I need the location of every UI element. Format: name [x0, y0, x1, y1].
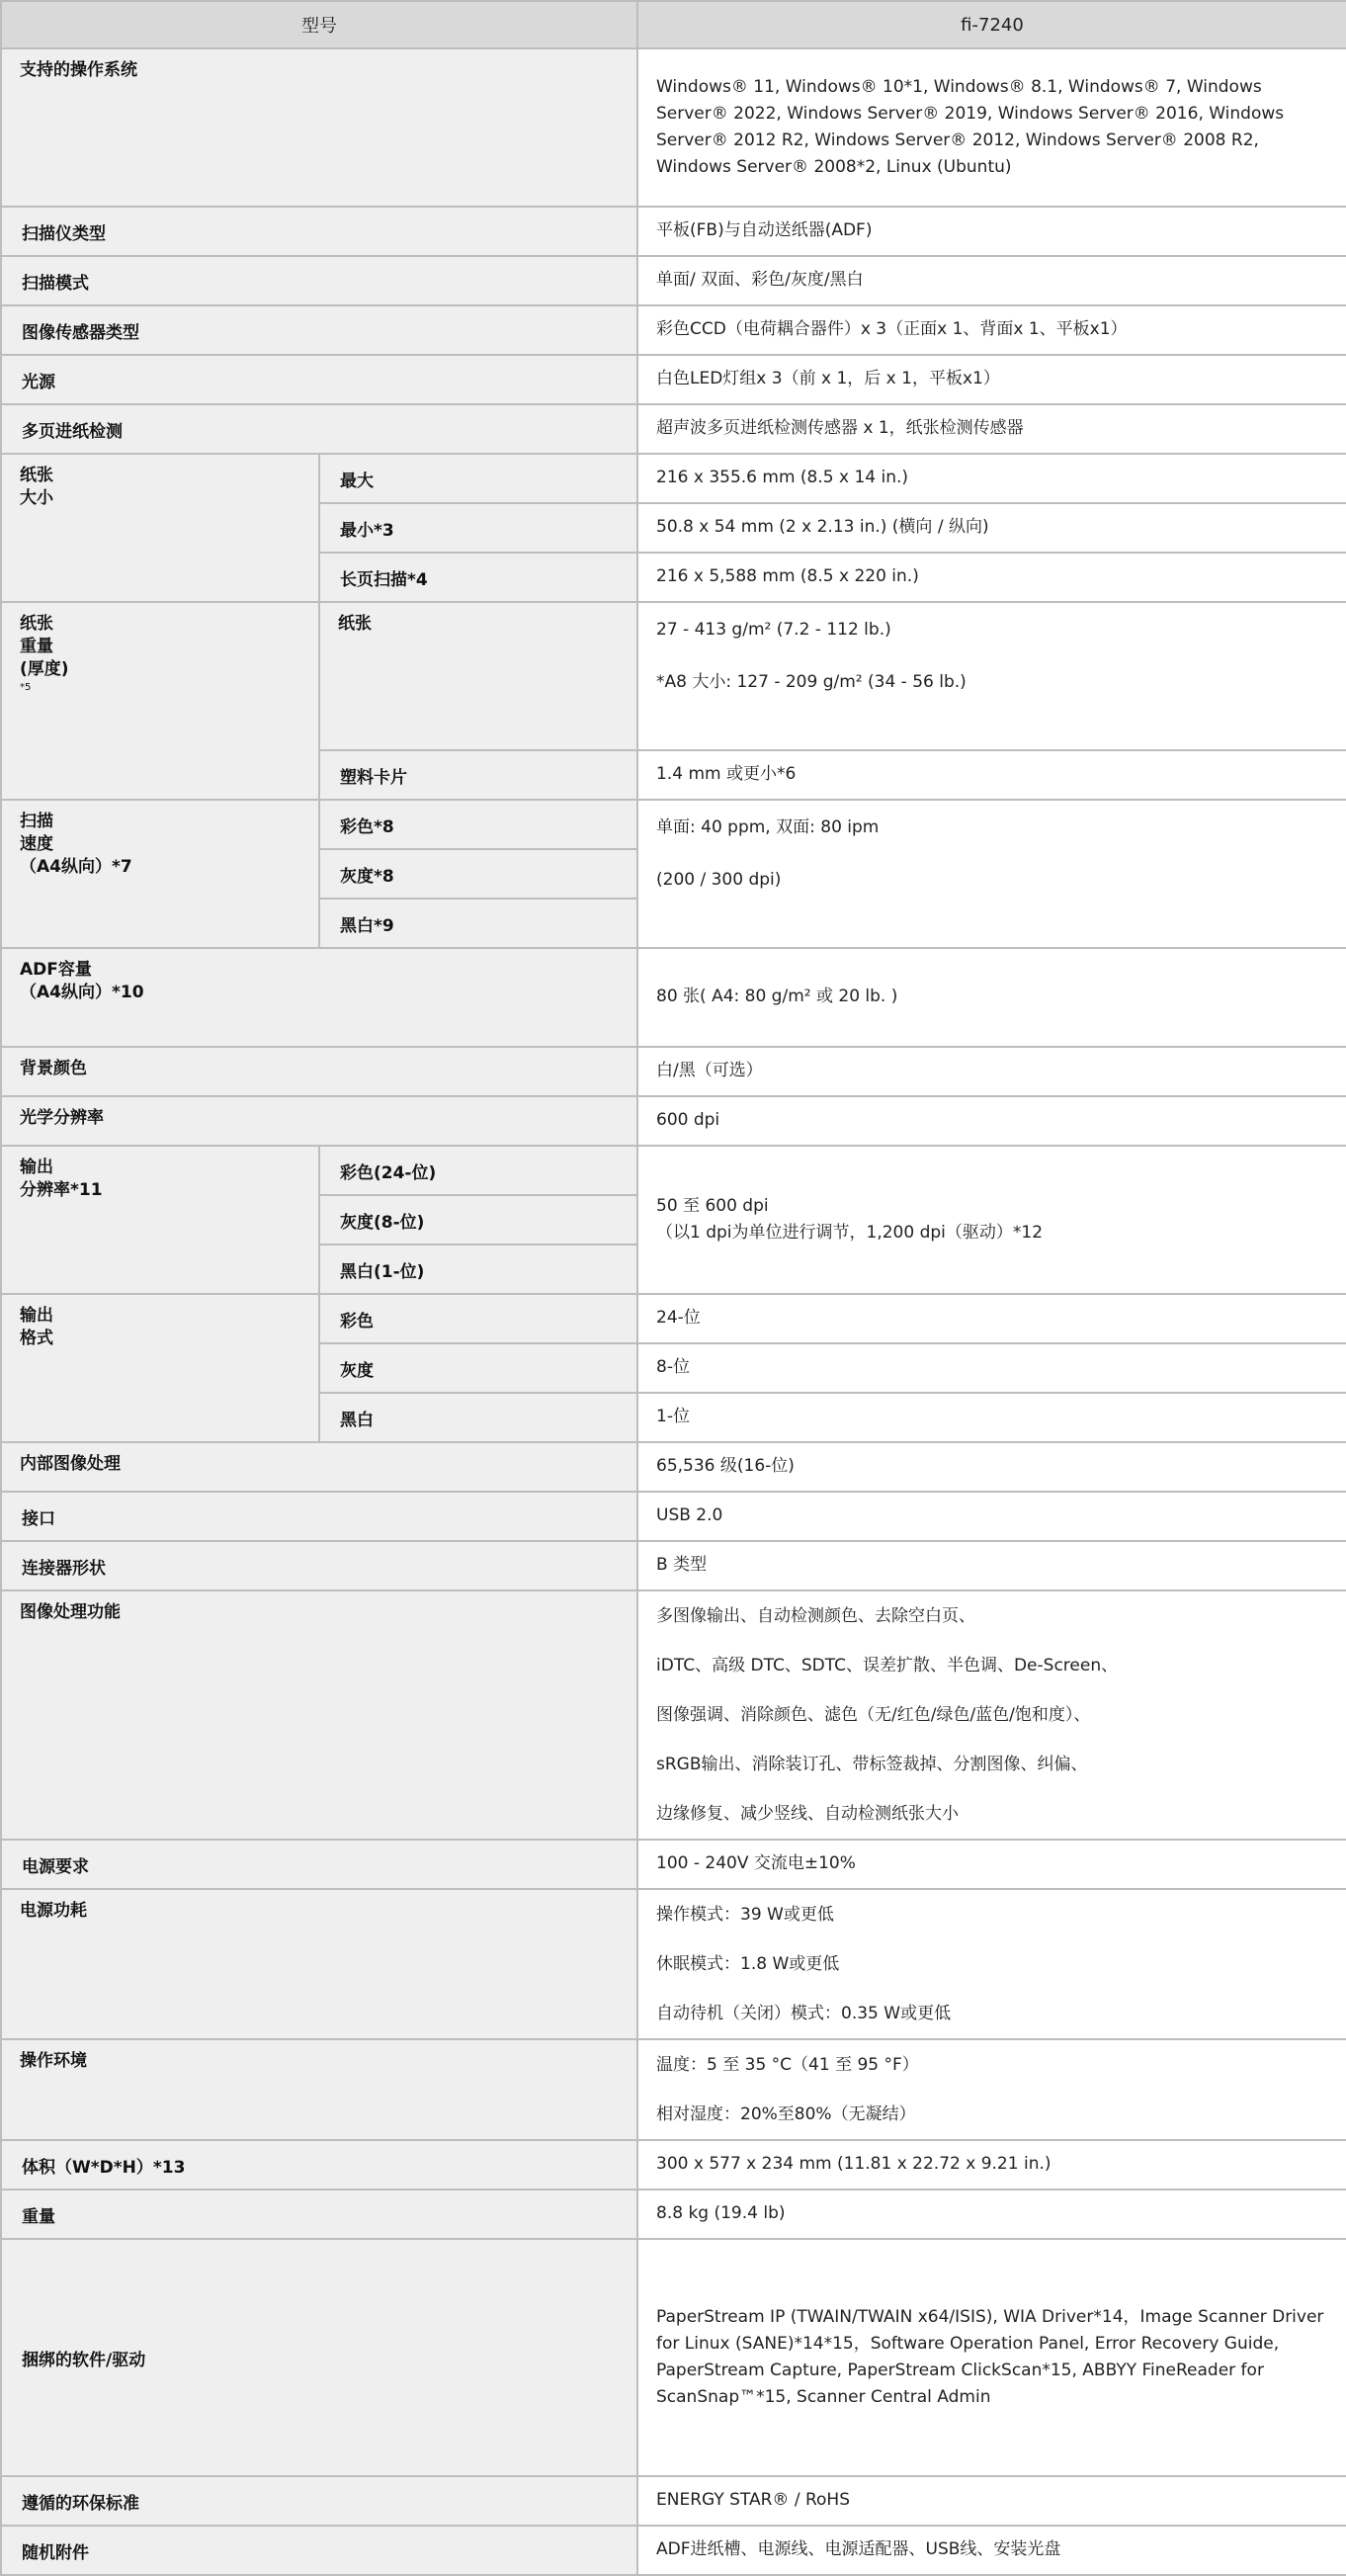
output-res-color-label: 彩色(24-位) — [319, 1146, 637, 1195]
multifeed-value: 超声波多页进纸检测传感器 x 1，纸张检测传感器 — [637, 404, 1346, 454]
os-value: Windows® 11, Windows® 10*1, Windows® 8.1, Windows® 7, Windows Server® 2022, Windows Server® 2019, Windows Server® 2016, Windows Server® 2012 R2, Windows Server® 2012, Windows Server® 2008 R2, Windows Server® 2008*2, Linux (Ubuntu) — [637, 48, 1346, 207]
output-res-label — [1, 1146, 319, 1294]
scan-speed-value-line: (200 / 300 dpi) — [656, 870, 782, 891]
weight-value: 8.8 kg (19.4 lb) — [637, 2190, 1346, 2239]
row-paper-size-max — [1, 454, 1346, 503]
scanner-type-value: 平板(FB)与自动送纸器(ADF) — [637, 207, 1346, 256]
row-adf-capacity — [1, 948, 1346, 1047]
image-funcs-label: 图像处理功能 — [1, 1590, 637, 1840]
scan-speed-color-label: 彩色*8 — [319, 800, 637, 849]
paper-size-long-label: 长页扫描*4 — [319, 553, 637, 602]
row-image-funcs — [1, 1590, 1346, 1840]
row-power-cons — [1, 1889, 1346, 2039]
internal-proc-value: 65,536 级(16-位) — [637, 1442, 1346, 1492]
image-funcs-value — [637, 1590, 1346, 1840]
internal-proc-label: 内部图像处理 — [1, 1442, 637, 1492]
power-cons-line: 休眠模式：1.8 W或更低 — [656, 1954, 840, 1974]
optical-res-label: 光学分辨率 — [1, 1096, 637, 1146]
output-format-color-label: 彩色 — [319, 1294, 637, 1343]
eco-value: ENERGY STAR® / RoHS — [637, 2476, 1346, 2526]
output-format-label-line: 格式 — [20, 1328, 53, 1348]
os-label: 支持的操作系统 — [1, 48, 637, 207]
row-light — [1, 355, 1346, 404]
eco-label: 遵循的环保标准 — [1, 2476, 637, 2526]
row-scan-mode — [1, 256, 1346, 305]
scan-speed-bw-label: 黑白*9 — [319, 899, 637, 948]
interface-label: 接口 — [1, 1492, 637, 1541]
output-format-label-line: 输出 — [20, 1306, 53, 1326]
accessories-label: 随机附件 — [1, 2526, 637, 2575]
scan-mode-label: 扫描模式 — [1, 256, 637, 305]
background-label: 背景颜色 — [1, 1047, 637, 1096]
paper-size-max-value: 216 x 355.6 mm (8.5 x 14 in.) — [637, 454, 1346, 503]
interface-value: USB 2.0 — [637, 1492, 1346, 1541]
sensor-label: 图像传感器类型 — [1, 305, 637, 355]
output-res-label-line: 输出 — [20, 1158, 53, 1177]
row-multifeed — [1, 404, 1346, 454]
light-label: 光源 — [1, 355, 637, 404]
output-format-color-value: 24-位 — [637, 1294, 1346, 1343]
output-res-value-line: （以1 dpi为单位进行调节，1,200 dpi（驱动）*12 — [656, 1223, 1044, 1243]
optical-res-value: 600 dpi — [637, 1096, 1346, 1146]
model-label: 型号 — [1, 1, 637, 48]
row-scan-speed-color — [1, 800, 1346, 849]
image-funcs-line: 多图像输出、自动检测颜色、去除空白页、 — [656, 1606, 975, 1626]
software-value: PaperStream IP (TWAIN/TWAIN x64/ISIS), WIA Driver*14，Image Scanner Driver for Linux (SANE)*14*15，Software Operation Panel, Error Recovery Guide, PaperStream Capture, PaperStream ClickScan*15, ABBYY FineReader for ScanSnap™*15, Scanner Central Admin — [637, 2239, 1346, 2476]
adf-capacity-label-line: （A4纵向）*10 — [20, 982, 144, 1002]
paper-weight-label-line: 重量 — [20, 636, 53, 656]
paper-weight-paper-label: 纸张 — [319, 602, 637, 750]
output-res-bw-label: 黑白(1-位) — [319, 1245, 637, 1294]
connector-value: B 类型 — [637, 1541, 1346, 1590]
power-cons-line: 操作模式：39 W或更低 — [656, 1905, 834, 1925]
scan-speed-value-line: 单面: 40 ppm, 双面: 80 ipm — [656, 817, 880, 837]
paper-size-max-label: 最大 — [319, 454, 637, 503]
accessories-value: ADF进纸槽、电源线、电源适配器、USB线、安装光盘 — [637, 2526, 1346, 2575]
background-value: 白/黑（可选） — [637, 1047, 1346, 1096]
power-cons-label: 电源功耗 — [1, 1889, 637, 2039]
adf-capacity-label — [1, 948, 637, 1047]
row-os — [1, 48, 1346, 207]
scan-speed-gray-label: 灰度*8 — [319, 849, 637, 899]
paper-size-label-line: 纸张 — [20, 466, 53, 485]
scan-speed-label-line: 扫描 — [20, 812, 53, 831]
scan-speed-value — [637, 800, 1346, 948]
row-connector — [1, 1541, 1346, 1590]
environment-line: 温度：5 至 35 °C（41 至 95 °F） — [656, 2055, 919, 2075]
environment-value — [637, 2039, 1346, 2140]
row-paper-weight — [1, 602, 1346, 750]
model-value: fi-7240 — [637, 1, 1346, 48]
output-format-bw-label: 黑白 — [319, 1393, 637, 1442]
row-environment — [1, 2039, 1346, 2140]
paper-weight-paper-value — [637, 602, 1346, 750]
output-format-gray-label: 灰度 — [319, 1343, 637, 1393]
row-weight — [1, 2190, 1346, 2239]
output-res-gray-label: 灰度(8-位) — [319, 1195, 637, 1245]
row-background — [1, 1047, 1346, 1096]
row-output-format-color — [1, 1294, 1346, 1343]
adf-capacity-value: 80 张( A4: 80 g/m² 或 20 lb. ) — [637, 948, 1346, 1047]
dimensions-label: 体积（W*D*H）*13 — [1, 2140, 637, 2190]
weight-label: 重量 — [1, 2190, 637, 2239]
environment-line: 相对湿度：20%至80%（无凝结） — [656, 2104, 916, 2124]
paper-size-min-label: 最小*3 — [319, 503, 637, 553]
paper-weight-label-line: (厚度) — [20, 658, 69, 679]
light-value: 白色LED灯组x 3（前 x 1，后 x 1，平板x1） — [637, 355, 1346, 404]
scan-speed-label-line: （A4纵向）*7 — [20, 856, 132, 877]
scan-speed-label — [1, 800, 319, 948]
power-cons-value — [637, 1889, 1346, 2039]
paper-weight-label — [1, 602, 319, 800]
row-accessories — [1, 2526, 1346, 2575]
image-funcs-line: iDTC、高级 DTC、SDTC、误差扩散、半色调、De-Screen、 — [656, 1656, 1119, 1675]
image-funcs-line: sRGB输出、消除装订孔、带标签裁掉、分割图像、纠偏、 — [656, 1755, 1088, 1774]
connector-label: 连接器形状 — [1, 1541, 637, 1590]
environment-label: 操作环境 — [1, 2039, 637, 2140]
scan-mode-value: 单面/ 双面、彩色/灰度/黑白 — [637, 256, 1346, 305]
scanner-type-label: 扫描仪类型 — [1, 207, 637, 256]
paper-weight-label-line: 纸张 — [20, 614, 53, 634]
output-res-label-line: 分辨率*11 — [20, 1179, 103, 1200]
software-label: 捆绑的软件/驱动 — [1, 2239, 637, 2476]
paper-weight-card-value: 1.4 mm 或更小*6 — [637, 750, 1346, 800]
output-format-gray-value: 8-位 — [637, 1343, 1346, 1393]
row-software — [1, 2239, 1346, 2476]
sensor-value: 彩色CCD（电荷耦合器件）x 3（正面x 1、背面x 1、平板x1） — [637, 305, 1346, 355]
dimensions-value: 300 x 577 x 234 mm (11.81 x 22.72 x 9.21 in.) — [637, 2140, 1346, 2190]
image-funcs-line: 边缘修复、减少竖线、自动检测纸张大小 — [656, 1804, 959, 1824]
row-power-req — [1, 1840, 1346, 1889]
paper-size-long-value: 216 x 5,588 mm (8.5 x 220 in.) — [637, 553, 1346, 602]
row-output-res-color — [1, 1146, 1346, 1195]
scan-speed-label-line: 速度 — [20, 833, 53, 854]
row-scanner-type — [1, 207, 1346, 256]
paper-weight-card-label: 塑料卡片 — [319, 750, 637, 800]
paper-weight-paper-line: 27 - 413 g/m² (7.2 - 112 lb.) — [656, 620, 891, 640]
paper-weight-footnote: *5 — [20, 681, 32, 693]
output-res-value — [637, 1146, 1346, 1294]
output-format-bw-value: 1-位 — [637, 1393, 1346, 1442]
row-interface — [1, 1492, 1346, 1541]
power-req-label: 电源要求 — [1, 1840, 637, 1889]
multifeed-label: 多页进纸检测 — [1, 404, 637, 454]
paper-size-label-line: 大小 — [20, 487, 53, 508]
row-dimensions — [1, 2140, 1346, 2190]
output-format-label — [1, 1294, 319, 1442]
paper-size-min-value: 50.8 x 54 mm (2 x 2.13 in.) (横向 / 纵向) — [637, 503, 1346, 553]
row-sensor — [1, 305, 1346, 355]
paper-size-label — [1, 454, 319, 602]
output-res-value-line: 50 至 600 dpi — [656, 1195, 769, 1216]
row-optical-res — [1, 1096, 1346, 1146]
header-row — [1, 1, 1346, 48]
row-internal-proc — [1, 1442, 1346, 1492]
row-eco — [1, 2476, 1346, 2526]
image-funcs-line: 图像强调、消除颜色、滤色（无/红色/绿色/蓝色/饱和度）、 — [656, 1705, 1091, 1725]
adf-capacity-label-line: ADF容量 — [20, 960, 92, 980]
power-req-value: 100 - 240V 交流电±10% — [637, 1840, 1346, 1889]
power-cons-line: 自动待机（关闭）模式：0.35 W或更低 — [656, 2004, 952, 2023]
paper-weight-paper-line: *A8 大小: 127 - 209 g/m² (34 - 56 lb.) — [656, 672, 967, 693]
